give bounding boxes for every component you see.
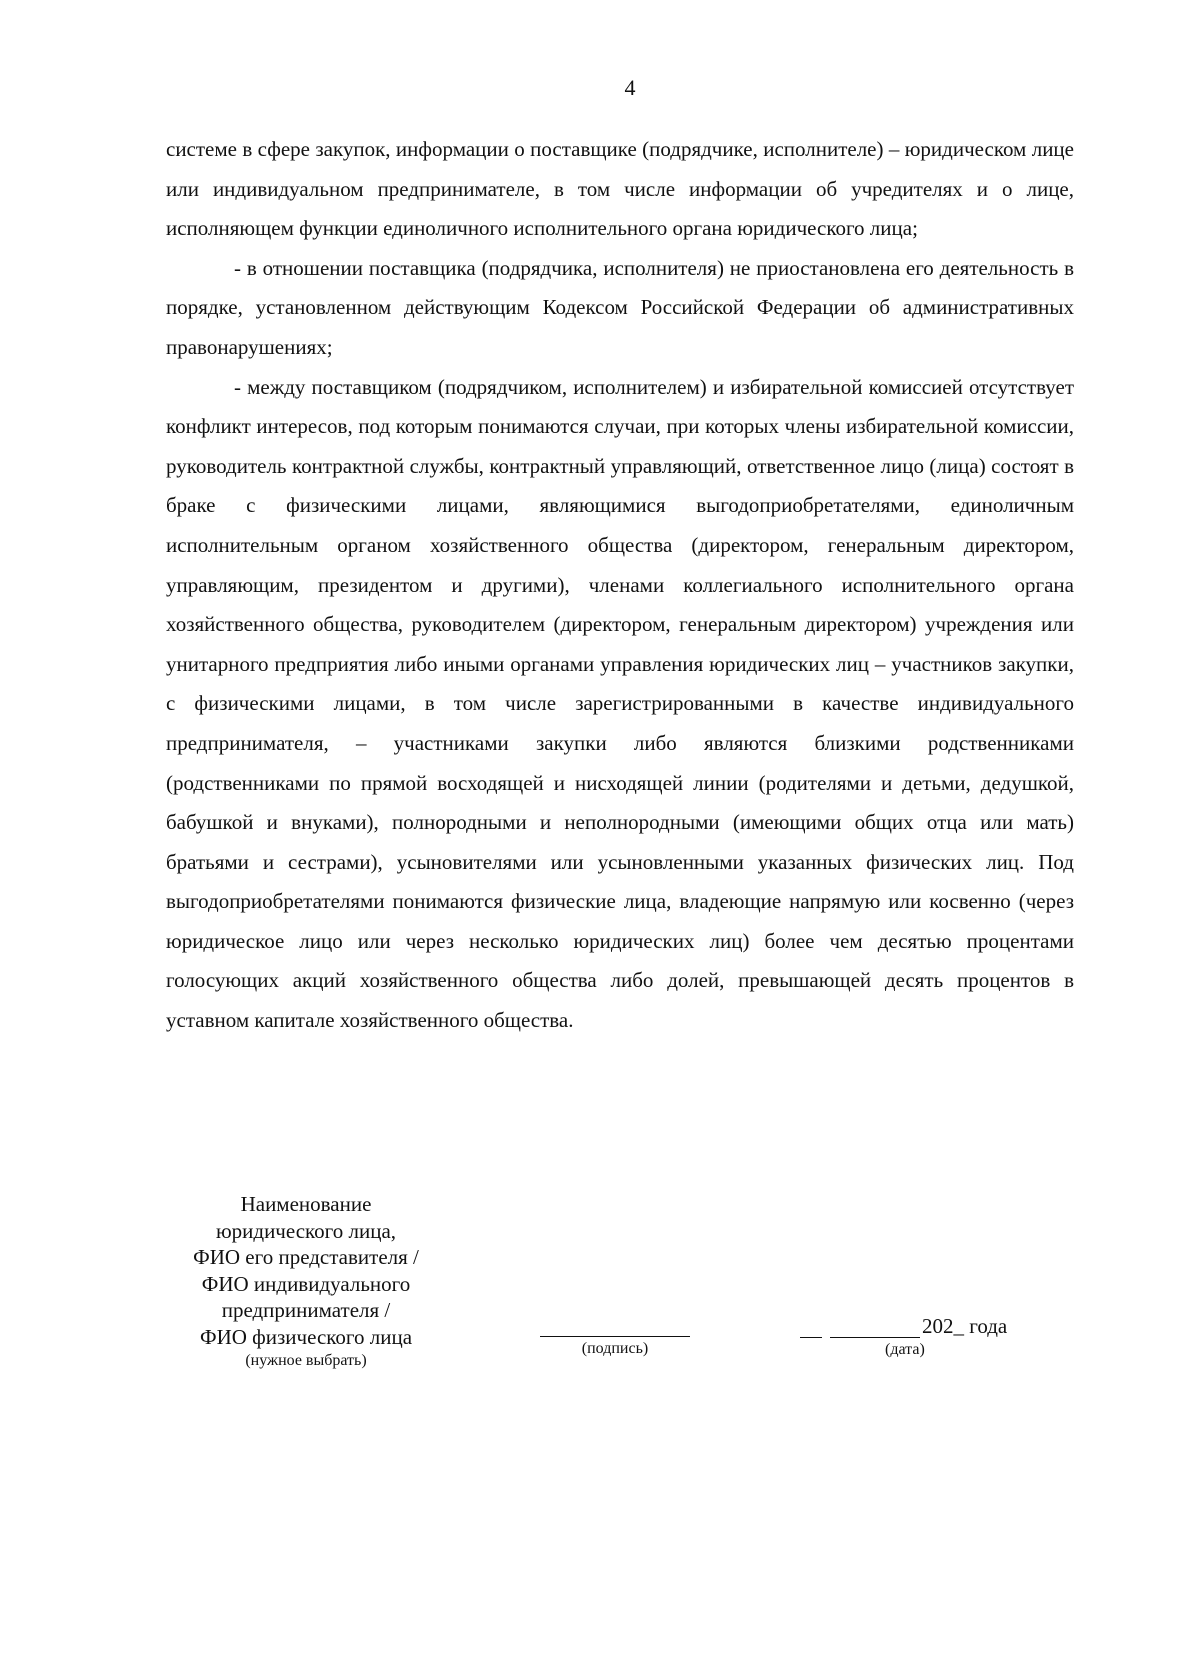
signature-caption: (подпись) (581, 1340, 649, 1357)
date-field (800, 1312, 1030, 1358)
date-caption: (дата) (885, 1341, 925, 1358)
signatory-name-line: юридического лица, (215, 1218, 397, 1243)
signatory-name-line: предпринимателя / (221, 1298, 391, 1322)
signatory-choose-note: (нужное выбрать) (245, 1352, 367, 1369)
date-year-text: 202_ года (922, 1314, 1008, 1338)
signature-field (540, 1312, 690, 1359)
signatory-name-line: ФИО физического лица (199, 1324, 413, 1349)
body-text (166, 130, 1074, 1041)
signatory-name-line: ФИО его представителя / (193, 1245, 419, 1269)
page-number: 4 (624, 75, 636, 100)
date-day-line (800, 1313, 822, 1338)
date-row (800, 1312, 1030, 1338)
paragraph-suspension-clause: - в отношении поставщика (подрядчика, исполнителя) не приостановлена его деятельность в порядке, установленном действующим Кодексом Российской Федерации об административных правонарушениях; (166, 255, 1074, 359)
signatory-name-line: Наименование (240, 1192, 372, 1216)
signatory-name-line: ФИО индивидуального (201, 1271, 411, 1296)
paragraph-conflict-of-interest: - между поставщиком (подрядчиком, исполнителем) и избирательной комиссией отсутствует конфликт интересов, под которым понимаются случаи, при которых члены избирательной комиссии, руководитель контрактной службы, контрактный управляющий, ответственное лицо (лица) состоят в браке с физическими лицами, являющимися выгодоприобретателями, единоличным исполнительным органом хозяйственного общества (директором, генеральным директором, управляющим, президентом и другими), членами коллегиального исполнительного органа хозяйственного общества, руководителем (директором, генеральным директором) учреждения или унитарного предприятия либо иными органами управления юридических лиц – участников закупки, с физическими лицами, в том числе зарегистрированными в качестве индивидуального предпринимателя, – участниками закупки либо являются близкими родственниками (родственниками по прямой восходящей и нисходящей линии (родителями и детьми, дедушкой, бабушкой и внуками), полнородными и неполнородными (имеющими общих отца или мать) братьями и сестрами), усыновителями или усыновленными указанных физических лиц. Под выгодоприобретателями понимаются физические лица, владеющие напрямую или косвенно (через юридическое лицо или через несколько юридических лиц) более чем десятью процентами голосующих акций хозяйственного общества либо долей, превышающей десять процентов в уставном капитале хозяйственного общества. (166, 374, 1074, 1033)
date-month-line (830, 1313, 920, 1338)
signature-line (540, 1312, 690, 1337)
paragraph-continuation: системе в сфере закупок, информации о поставщике (подрядчике, исполнителе) – юридическом лице или индивидуальном предпринимателе, в том числе информации об учредителях и о лице, исполняющем функции единоличного исполнительного органа юридического лица; (166, 137, 1074, 241)
signatory-name-block (156, 1191, 456, 1372)
